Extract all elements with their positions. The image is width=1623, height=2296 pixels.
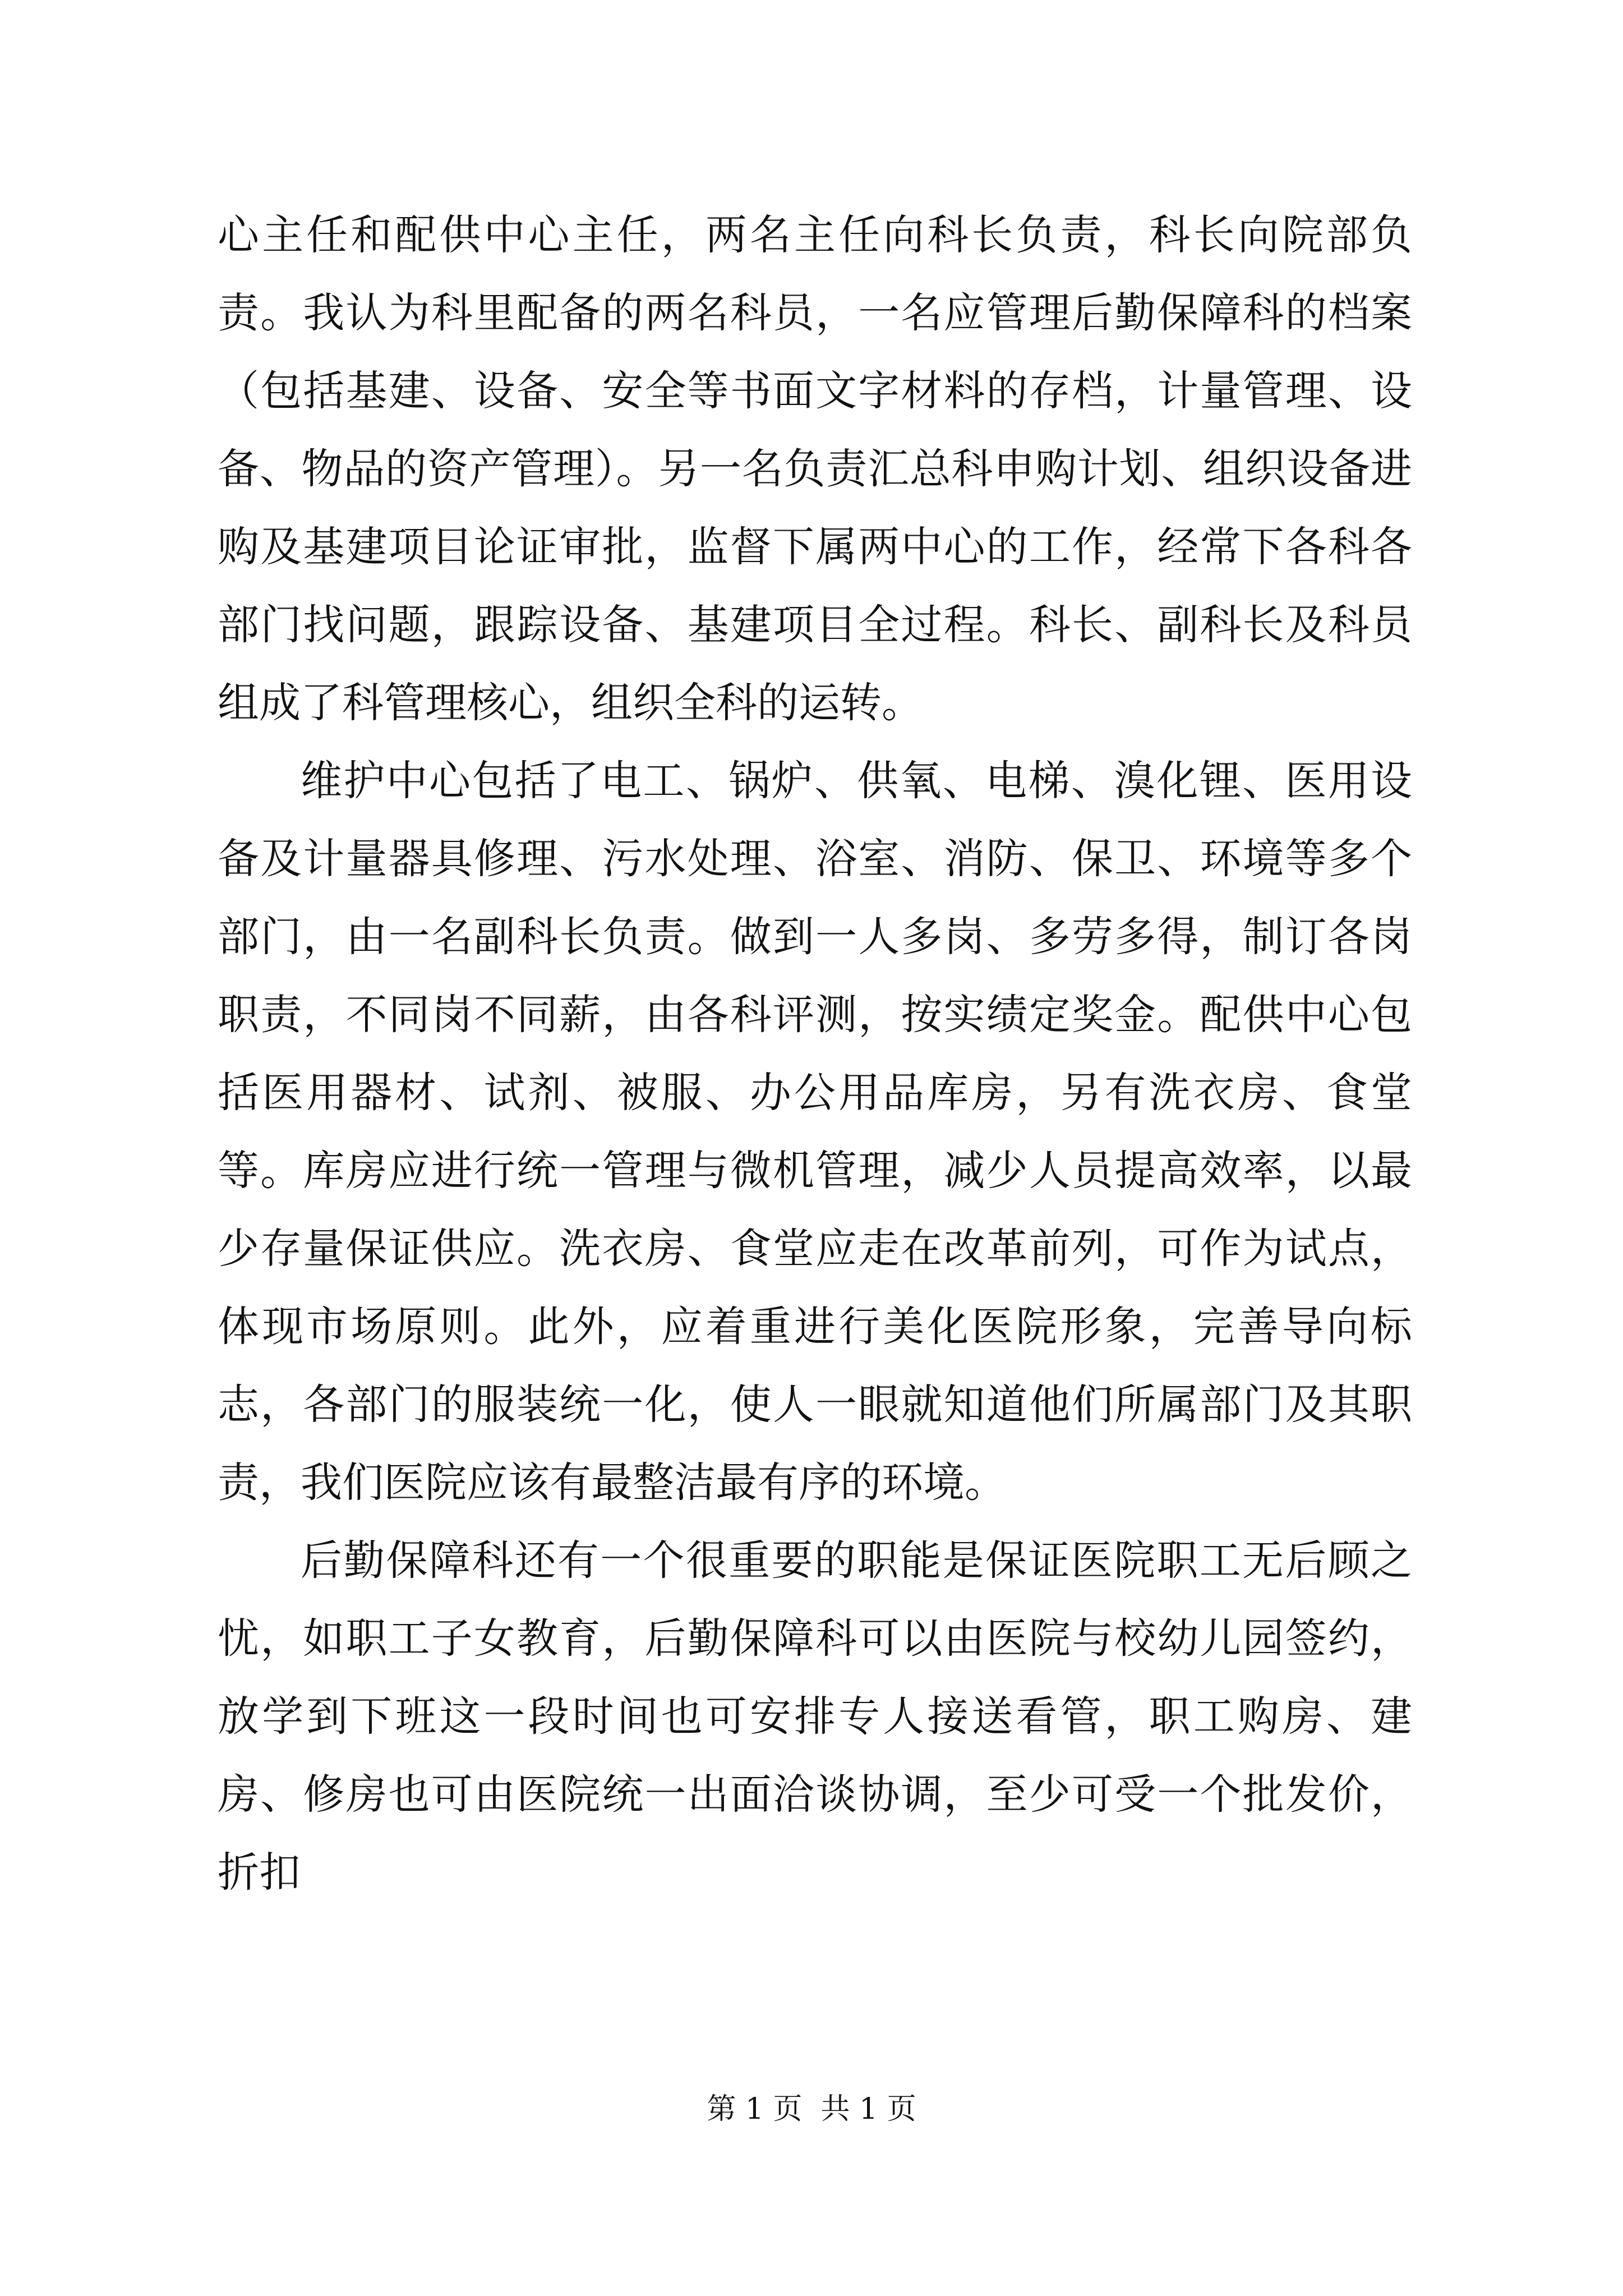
- paragraph-2: 维护中心包括了电工、锅炉、供氧、电梯、溴化锂、医用设备及计量器具修理、污水处理、浴室、消防、保卫、环境等多个部门，由一名副科长负责。做到一人多岗、多劳多得，制订各岗职责，不同岗不同薪，由各科评测，按实绩定奖金。配供中心包括医用器材、试剂、被服、办公用品库房，另有洗衣房、食堂等。库房应进行统一管理与微机管理，减少人员提高效率，以最少存量保证供应。洗衣房、食堂应走在改革前列，可作为试点，体现市场原则。此外，应着重进行美化医院形象，完善导向标志，各部门的服装统一化，使人一眼就知道他们所属部门及其职责，我们医院应该有最整洁最有序的环境。: [218, 757, 1412, 1507]
- page-footer: 第 1 页 共 1 页: [707, 2092, 916, 2126]
- paragraph-1: 心主任和配供中心主任，两名主任向科长负责，科长向院部负责。我认为科里配备的两名科员，一名应管理后勤保障科的档案（包括基建、设备、安全等书面文字材料的存档，计量管理、设备、物品的资产管理）。另一名负责汇总科申购计划、组织设备进购及基建项目论证审批，监督下属两中心的工作，经常下各科各部门找问题，跟踪设备、基建项目全过程。科长、副科长及科员组成了科管理核心，组织全科的运转。: [218, 211, 1412, 727]
- paragraph-3: 后勤保障科还有一个很重要的职能是保证医院职工无后顾之忧，如职工子女教育，后勤保障科可以由医院与校幼儿园签约，放学到下班这一段时间也可安排专人接送看管，职工购房、建房、修房也可由医院统一出面洽谈协调，至少可受一个批发价，折扣: [218, 1536, 1412, 1897]
- document-body: [218, 196, 1412, 1912]
